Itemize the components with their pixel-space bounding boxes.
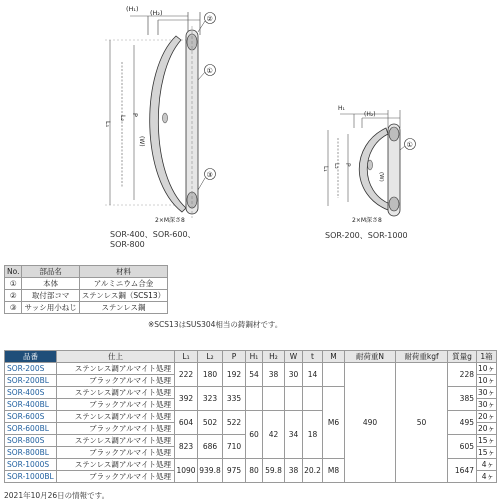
product-code: SOR-600S: [5, 411, 57, 423]
l2-value: 323: [198, 387, 223, 411]
m-value: M8: [323, 459, 345, 483]
parts-cell: ③: [5, 302, 22, 314]
product-code: SOR-400S: [5, 387, 57, 399]
w-value: 38: [285, 459, 303, 483]
t-value: 14: [303, 363, 323, 387]
m-value: M6: [323, 387, 345, 459]
l1-value: 1090: [175, 459, 198, 483]
l2-value: 502: [198, 411, 223, 435]
h2-value: 42: [263, 411, 285, 459]
w-value: 34: [285, 411, 303, 459]
product-code: SOR-1000BL: [5, 471, 57, 483]
parts-header-row: [5, 266, 168, 278]
product-code: SOR-800S: [5, 435, 57, 447]
h2-value: 59.8: [263, 459, 285, 483]
t-value: 18: [303, 411, 323, 459]
right-dim-h2: (H₂): [364, 111, 376, 118]
finish: ブラックアルマイト処理: [57, 399, 175, 411]
left-drawing-caption: [110, 230, 196, 250]
mass-value: 1647: [448, 459, 477, 483]
spec-header-row: [5, 351, 497, 363]
left-dim-l1: L₁: [104, 121, 112, 128]
parts-table: [4, 265, 168, 314]
spec-header-box: 1箱: [477, 351, 497, 363]
finish: ステンレス調アルマイト処理: [57, 363, 175, 375]
box-qty: 30ヶ: [478, 388, 496, 397]
left-caption-line1: SOR-400、SOR-600、: [110, 230, 196, 239]
parts-header-material: 材料: [79, 266, 167, 278]
parts-row: [5, 290, 168, 302]
finish: ステンレス調アルマイト処理: [57, 411, 175, 423]
spec-header-mass: 質量g: [448, 351, 477, 363]
parts-cell: サッシ用小ねじ: [22, 302, 79, 314]
right-dim-p: P: [344, 163, 351, 167]
p-value: 192: [223, 363, 246, 387]
load-kgf-value: 50: [396, 363, 448, 483]
l1-value: 392: [175, 387, 198, 411]
m-value: [323, 363, 345, 387]
parts-cell: ステンレス鋼（SCS13）: [79, 290, 167, 302]
box-qty: 15ヶ: [478, 448, 496, 457]
right-dim-l2: L₂: [333, 163, 340, 169]
mass-value: 495: [448, 411, 477, 435]
p-value: 975: [223, 459, 246, 483]
right-dim-w: (W): [378, 172, 384, 182]
l1-value: 823: [175, 435, 198, 459]
h1-value: [246, 387, 263, 411]
finish: ステンレス調アルマイト処理: [57, 459, 175, 471]
product-code: SOR-400BL: [5, 399, 57, 411]
material-note: ※SCS13はSUS304相当の鋳鋼材です。: [148, 320, 283, 329]
w-value: 30: [285, 363, 303, 387]
l2-value: 180: [198, 363, 223, 387]
parts-row: [5, 278, 168, 290]
spec-header-code: 品番: [5, 351, 57, 363]
spec-header-m: M: [323, 351, 345, 363]
l1-value: 222: [175, 363, 198, 387]
w-value: [285, 387, 303, 411]
p-value: 335: [223, 387, 246, 411]
parts-cell: 取付部コマ: [22, 290, 79, 302]
finish: ステンレス調アルマイト処理: [57, 435, 175, 447]
left-callout-1: ①: [206, 67, 213, 75]
product-code: SOR-800BL: [5, 447, 57, 459]
spec-header-h1: H₁: [246, 351, 263, 363]
parts-cell: 本体: [22, 278, 79, 290]
spec-header-load-kgf: 耐荷重kgf: [396, 351, 448, 363]
p-value: 710: [223, 435, 246, 459]
parts-header-no: No.: [5, 266, 22, 278]
h1-value: 60: [246, 411, 263, 459]
left-callout-2: ②: [206, 15, 213, 23]
parts-header-name: 部品名: [22, 266, 79, 278]
l1-value: 604: [175, 411, 198, 435]
spec-row: [5, 363, 497, 375]
left-caption-line2: SOR-800: [110, 240, 145, 249]
spec-table: [4, 350, 497, 483]
box-qty: 4ヶ: [477, 471, 497, 483]
spec-header-l1: L₁: [175, 351, 198, 363]
left-screw-label: 2×M深さ8: [155, 217, 185, 224]
mass-value: 228: [448, 363, 477, 387]
parts-cell: ②: [5, 290, 22, 302]
l2-value: 686: [198, 435, 223, 459]
box-qty: 10ヶ: [478, 376, 496, 385]
product-code: SOR-200BL: [5, 375, 57, 387]
t-value: [303, 387, 323, 411]
right-drawing-caption: SOR-200、SOR-1000: [325, 231, 408, 240]
parts-cell: アルミニウム合金: [79, 278, 167, 290]
spec-header-l2: L₂: [198, 351, 223, 363]
box-qty: 20ヶ: [478, 424, 496, 433]
h2-value: 38: [263, 363, 285, 387]
left-handle-grip: [150, 36, 186, 212]
left-handle-drawing: [0, 0, 250, 255]
finish: ステンレス調アルマイト処理: [57, 387, 175, 399]
box-qty: 4ヶ: [477, 459, 497, 471]
product-code: SOR-200S: [5, 363, 57, 375]
spec-header-h2: H₂: [263, 351, 285, 363]
spec-header-w: W: [285, 351, 303, 363]
p-value: 522: [223, 411, 246, 435]
right-dim-h1: H₁: [338, 105, 345, 112]
mass-value: 605: [448, 435, 477, 459]
box-qty: 10ヶ: [478, 364, 496, 373]
left-dim-p: P: [131, 113, 139, 117]
right-handle-grip: [359, 128, 390, 210]
spec-header-load-n: 耐荷重N: [345, 351, 396, 363]
right-dim-l1: L₁: [322, 166, 329, 172]
load-n-value: 490: [345, 363, 396, 483]
t-value: 20.2: [303, 459, 323, 483]
left-dim-h1: (H₁): [126, 5, 139, 13]
spec-header-p: P: [223, 351, 246, 363]
product-code: SOR-600BL: [5, 423, 57, 435]
finish: ブラックアルマイト処理: [57, 375, 175, 387]
box-qty: 30ヶ: [478, 400, 496, 409]
parts-cell: ステンレス鋼: [79, 302, 167, 314]
right-handle-drawing: [300, 100, 440, 230]
left-dim-w: (W): [138, 136, 145, 147]
h2-value: [263, 387, 285, 411]
h1-value: 80: [246, 459, 263, 483]
mass-value: 385: [448, 387, 477, 411]
box-qty: 15ヶ: [478, 436, 496, 445]
spec-header-finish: 仕上: [57, 351, 175, 363]
right-callout-1: ①: [406, 141, 413, 149]
left-dim-h2: (H₂): [150, 9, 163, 17]
product-code: SOR-1000S: [5, 459, 57, 471]
finish: ブラックアルマイト処理: [57, 471, 175, 483]
footer-date-note: 2021年10月26日の情報です。: [4, 491, 110, 500]
box-qty: 20ヶ: [478, 412, 496, 421]
left-callout-3: ③: [206, 171, 213, 179]
l2-value: 939.8: [198, 459, 223, 483]
finish: ブラックアルマイト処理: [57, 423, 175, 435]
parts-row: [5, 302, 168, 314]
left-dim-l2: L₂: [119, 115, 127, 122]
finish: ブラックアルマイト処理: [57, 447, 175, 459]
parts-cell: ①: [5, 278, 22, 290]
h1-value: 54: [246, 363, 263, 387]
spec-header-t: t: [303, 351, 323, 363]
right-screw-label: 2×M深さ8: [352, 217, 382, 224]
